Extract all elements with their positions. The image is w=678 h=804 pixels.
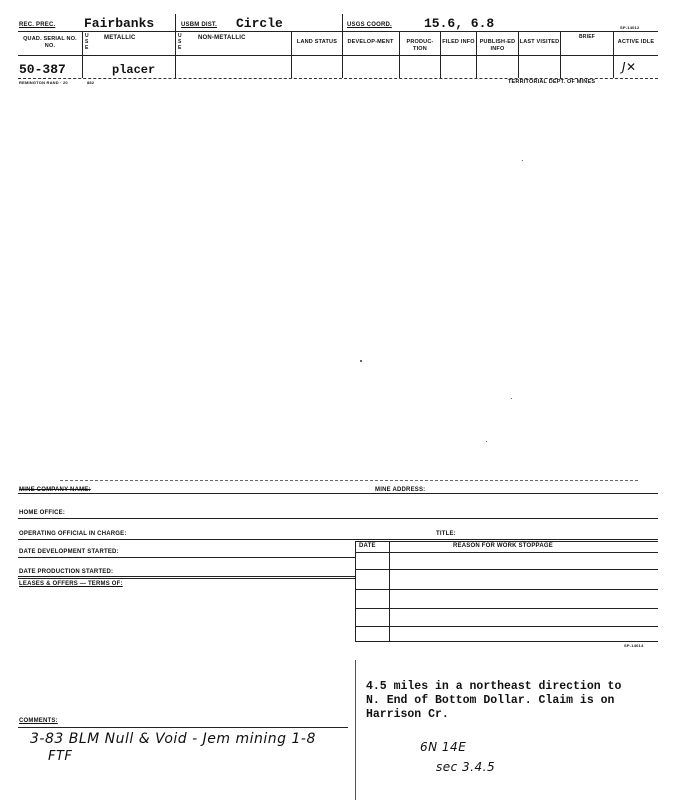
rec-prec-value: Fairbanks	[84, 16, 155, 31]
col-published-info: PUBLISH-ED INFO	[479, 39, 516, 52]
col-production: PRODUC-TION	[406, 39, 434, 52]
col-land-status: LAND STATUS	[296, 39, 338, 45]
location-line-2: N. End of Bottom Dollar. Claim is on	[366, 694, 615, 707]
township-range-handwritten: 6N 14E	[420, 740, 467, 754]
operating-official-label: OPERATING OFFICIAL IN CHARGE:	[19, 531, 127, 537]
mine-company-name-label: MINE COMPANY NAME:	[19, 487, 91, 493]
mine-address-label: MINE ADDRESS:	[375, 487, 426, 493]
col-non-metallic: NON-METALLIC	[198, 35, 246, 41]
col-active-idle: ACTIVE IDLE	[617, 39, 655, 45]
card-maker: REMINGTON RAND · 20	[19, 80, 68, 85]
scan-speck	[486, 441, 487, 442]
col-use-1: U S E	[85, 33, 89, 51]
title-label: TITLE:	[436, 531, 456, 537]
col-quad-serial: QUAD. SERIAL NO. NO.	[23, 36, 77, 49]
form-number-top: SP-14012	[620, 25, 640, 30]
reason-column-label: REASON FOR WORK STOPPAGE	[453, 543, 553, 549]
form-number-bottom: SP-14014	[624, 643, 644, 648]
col-filed-info: FILED INFO	[442, 39, 475, 45]
usbm-dist-value: Circle	[236, 16, 283, 31]
col-brief: BRIEF	[579, 34, 595, 40]
sections-handwritten: sec 3.4.5	[436, 760, 496, 774]
comments-label: COMMENTS:	[19, 718, 58, 724]
comments-handwritten-line-2: FTF	[48, 749, 73, 764]
col-use-2: U S E	[178, 33, 182, 51]
serial-number: 50-387	[19, 62, 66, 77]
col-development: DEVELOP-MENT	[347, 39, 394, 45]
date-production-started-label: DATE PRODUCTION STARTED:	[19, 569, 114, 575]
col-metallic: METALLIC	[104, 35, 136, 41]
usgs-coord-value: 15.6, 6.8	[424, 16, 495, 31]
usbm-dist-label: USBM DIST.	[181, 22, 218, 28]
comments-handwritten-line-1: 3-83 BLM Null & Void - Jem mining 1-8	[30, 731, 316, 747]
scan-speck	[360, 360, 362, 362]
metallic-value: placer	[112, 63, 156, 77]
card-code: 882	[87, 80, 95, 85]
location-line-1: 4.5 miles in a northeast direction to	[366, 680, 622, 693]
scan-speck	[511, 398, 512, 399]
location-line-3: Harrison Cr.	[366, 708, 449, 721]
leases-offers-label: LEASES & OFFERS — TERMS OF:	[19, 581, 123, 587]
active-idle-mark: J✕	[622, 60, 637, 74]
department-name: TERRITORIAL DEPT. OF MINES	[508, 79, 596, 85]
date-development-started-label: DATE DEVELOPMENT STARTED:	[19, 549, 119, 555]
scan-speck	[522, 160, 523, 161]
rec-prec-label: REC. PREC.	[19, 22, 56, 28]
col-last-visited: LAST VISITED	[519, 39, 560, 45]
location-description	[366, 680, 621, 722]
date-column-label: DATE	[359, 543, 376, 549]
usgs-coord-label: USGS COORD.	[347, 22, 392, 28]
home-office-label: HOME OFFICE:	[19, 510, 66, 516]
